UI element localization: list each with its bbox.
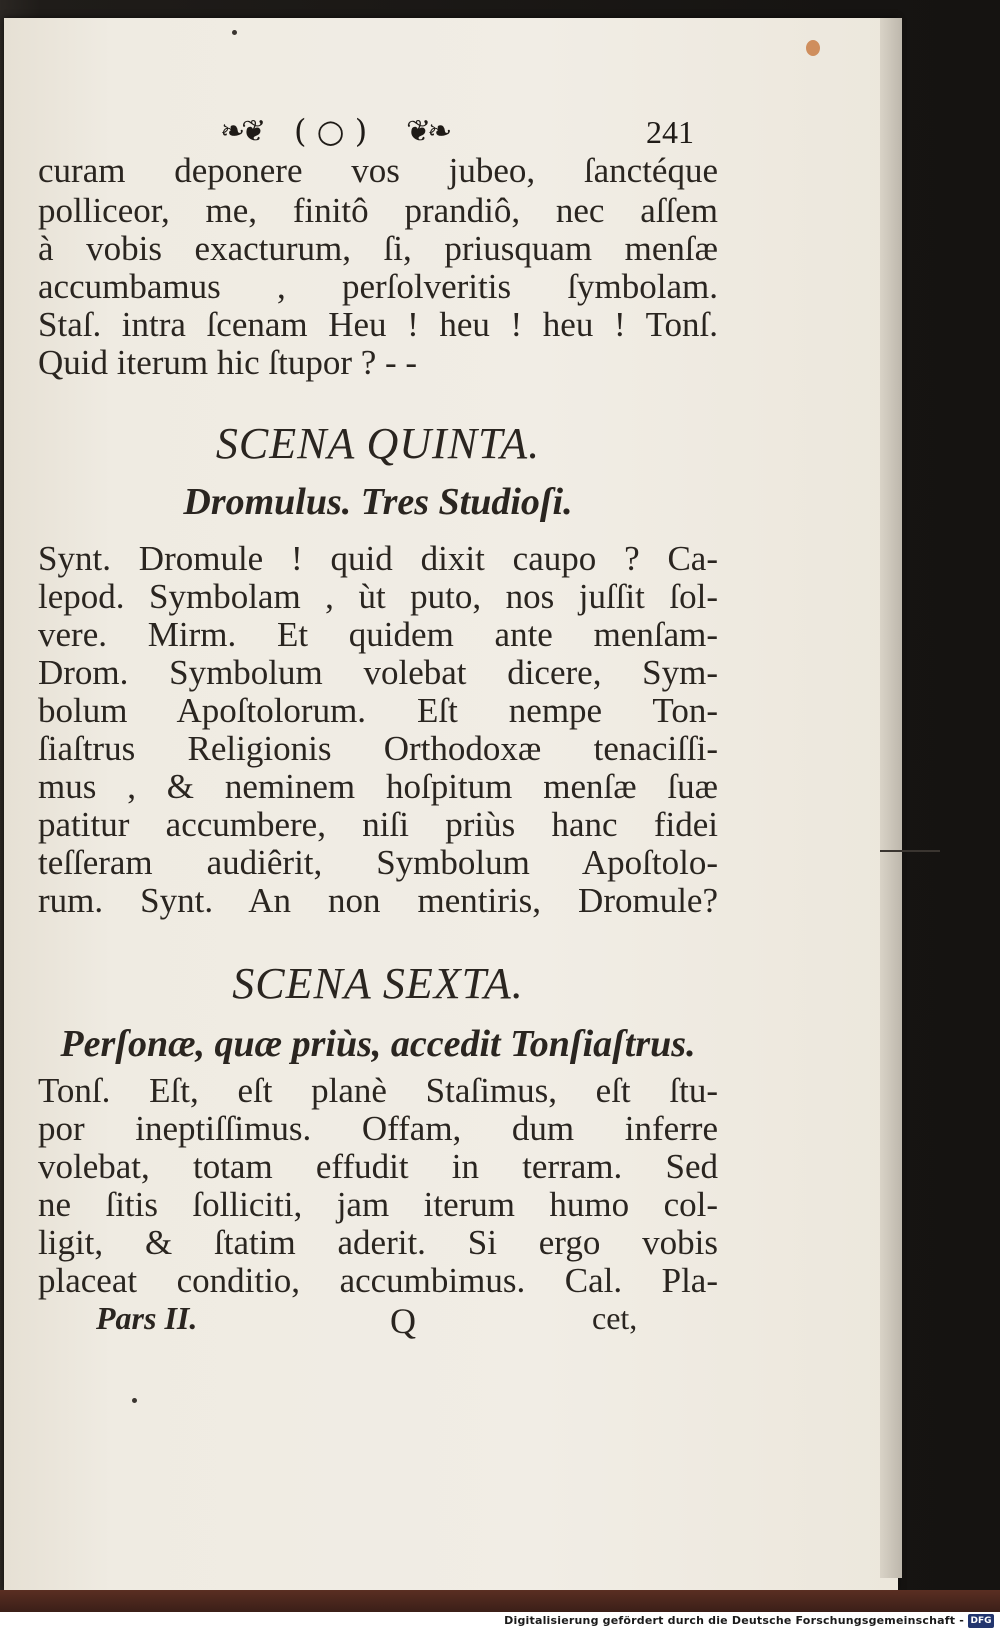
scene-title: SCENA SEXTA. (232, 959, 524, 1008)
part-label: Pars II. (96, 1300, 198, 1336)
text-line: ſiaſtrus Religionis Orthodoxæ tenaciſſi- (38, 729, 718, 768)
ornament-left-icon: ❧❦ (220, 114, 263, 149)
text-line: curam deponere vos jubeo, ſanctéque (38, 151, 718, 190)
text-line: Tonſ. Eſt, eſt planè Staſimus, eſt ſtu- (38, 1071, 718, 1110)
text-line: Staſ. intra ſcenam Heu ! heu ! heu ! Tonſ. (38, 305, 718, 344)
text-line: bolum Apoſtolorum. Eſt nempe Ton- (38, 691, 718, 730)
text-line: Synt. Dromule ! quid dixit caupo ? Ca- (38, 539, 718, 578)
text-line: mus , & neminem hoſpitum menſæ ſuæ (38, 767, 718, 806)
text-line: teſſeram audiêrit, Symbolum Apoſtolo- (38, 843, 718, 882)
paper-stain (806, 40, 820, 56)
page-mark: ( ○ ) (294, 112, 368, 150)
text-line: volebat, totam effudit in terram. Sed (38, 1147, 718, 1186)
catchword: cet, (592, 1300, 638, 1336)
scan-credit: Digitalisierung gefördert durch die Deutsche Forschungsgemeinschaft - (504, 1614, 964, 1627)
binding-edge (0, 1590, 1000, 1612)
signature-mark: Q (390, 1301, 416, 1341)
text-line: patitur accumbere, niſi priùs hanc fidei (38, 805, 718, 844)
dust-speck (880, 850, 940, 852)
text-line: à vobis exacturum, ſi, priusquam menſæ (38, 229, 718, 268)
text-line: polliceor, me, finitô prandiô, nec aſſem (38, 191, 718, 230)
scene-title: SCENA QUINTA. (215, 419, 541, 468)
text-line: ligit, & ſtatim aderit. Si ergo vobis (38, 1223, 718, 1262)
text-line: Quid iterum hic ſtupor ? - - (38, 343, 418, 382)
text-line: ne ſitis ſolliciti, jam iterum humo col- (38, 1185, 718, 1224)
dust-speck (232, 30, 237, 35)
text-line: lepod. Symbolam , ùt puto, nos juſſit ſol- (38, 577, 718, 616)
text-line: Drom. Symbolum volebat dicere, Sym- (38, 653, 718, 692)
scene-persons: Dromulus. Tres Studioſi. (183, 481, 573, 523)
page-number: 241 (646, 114, 694, 150)
page-edge (880, 18, 902, 1578)
dust-speck (132, 1398, 137, 1403)
dfg-logo-icon: DFG (968, 1614, 994, 1628)
text-line: vere. Mirm. Et quidem ante menſam- (38, 615, 718, 654)
scene-persons: Perſonæ, quæ priùs, accedit Tonſiaſtrus. (60, 1023, 696, 1065)
page-footer (96, 1300, 696, 1344)
text-line: rum. Synt. An non mentiris, Dromule? (38, 881, 718, 920)
ornament-right-icon: ❦❧ (406, 114, 449, 149)
text-line: accumbamus , perſolveritis ſymbolam. (38, 267, 718, 306)
text-line: por ineptiſſimus. Offam, dum inferre (38, 1109, 718, 1148)
text-line: placeat conditio, accumbimus. Cal. Pla- (38, 1261, 718, 1300)
